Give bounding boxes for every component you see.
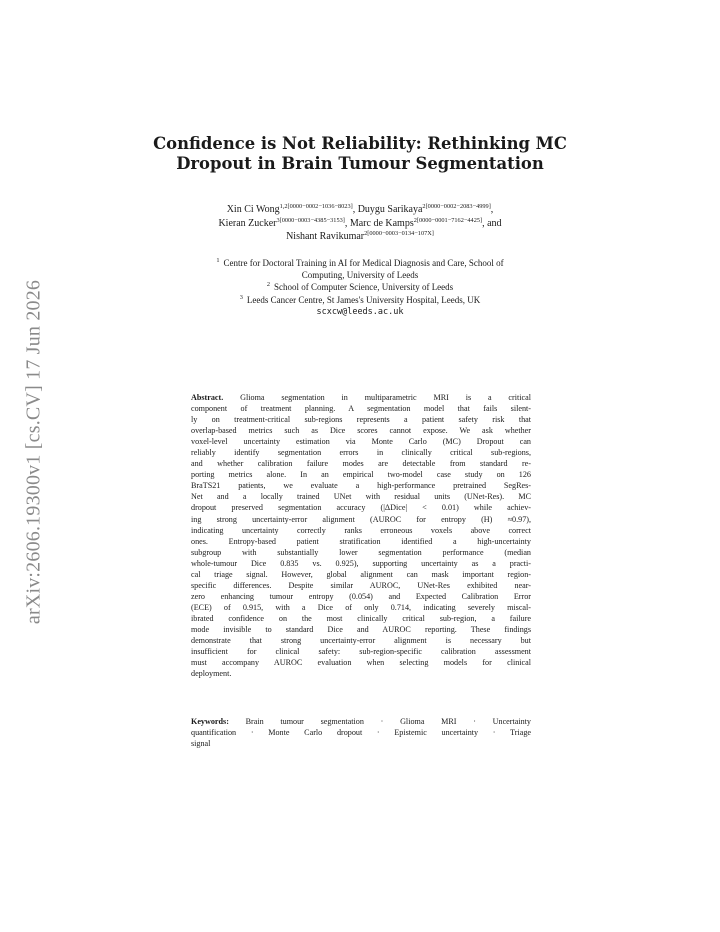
keywords-line: quantification · Monte Carlo dropout · Epistemic uncertainty · Triage [191,728,531,738]
arxiv-stamp [19,262,49,642]
affiliation [165,281,555,293]
keywords-heading: Keywords: [191,717,229,726]
abstract-line: ing strong uncertainty-error alignment (AUROC for entropy (H) ≈0.97), [191,514,531,524]
abstract-line: ones. Entropy-based patient stratification identified a high-uncertainty [191,536,531,546]
arxiv-identifier: arXiv:2606.19300v1 [cs.CV] 17 Jun 2026 [22,279,45,625]
affiliation-number: 1 [216,257,220,264]
affiliation-continued: Computing, University of Leeds [301,270,419,281]
abstract-line: cal triage signal. However, global alignment can mask important region- [191,569,531,579]
title-line-1: Confidence is Not Reliability: Rethinking MC [153,134,567,153]
abstract-line: (ECE) of 0.915, with a Dice of only 0.714, indicating severely miscal- [191,602,531,612]
abstract-line: demonstrate that strong uncertainty-error alignment is necessary but [191,636,531,646]
affiliation-number: 3 [239,293,243,301]
abstract [191,392,531,679]
abstract-line: mode invisible to standard Dice and AUROC reporting. These findings [191,624,531,634]
abstract-line: Abstract. Glioma segmentation in multiparametric MRI is a critical [191,393,531,402]
abstract-line: indicating uncertainty correctly ranks erroneous voxels above correct [191,525,531,535]
abstract-line: voxel-level uncertainty estimation via Monte Carlo (MC) Dropout can [191,437,531,447]
keywords [191,716,531,749]
affiliation [165,257,555,269]
affiliation-list [165,257,555,318]
abstract-line: component of treatment planning. A segmentation model that fails silent- [191,404,531,414]
title-line-2: Dropout in Brain Tumour Segmentation [176,154,544,173]
affiliation [165,294,555,306]
abstract-line: specific differences. Despite similar AUROC, UNet-Res exhibited near- [191,580,531,590]
affiliation-text: Leeds Cancer Centre, St James's University Hospital, Leeds, UK [246,294,481,305]
author-orcid: 2[0000−0001−7162−4425] [413,216,483,224]
author-orcid: 2[0000−0002−2083−4999] [422,203,491,210]
abstract-line: ibrated confidence on the most clinically critical sub-region, a failure [191,613,531,623]
abstract-line: overlap-based metrics such as Dice scores cannot expose. We ask whether [191,426,531,436]
author-name: Duygu Sarikaya [357,204,423,215]
author-name: Kieran Zucker [218,217,277,229]
author-conjunction: and [487,217,502,229]
contact-email[interactable]: scxcw@leeds.ac.uk [316,306,404,317]
abstract-heading: Abstract. [191,393,224,402]
author-orcid: 2[0000−0003−0134−107X] [364,230,434,238]
author-orcid: 3[0000−0003−4385−3153] [276,216,345,224]
author-name: Nishant Ravikumar [286,231,365,243]
affiliation-text: Centre for Doctoral Training in AI for Medical Diagnosis and Care, School of [223,258,504,268]
abstract-line: Net and a locally trained UNet with residual units (UNet-Res). MC [191,492,531,502]
author-list: Xin Ci Wong$^{1,2[0000-0002-1036-8023]}$, Duygu Sarikaya$^{2[0000-0002-2083-4999]}$, Kieran Zucker$^{3[0000-0003-4385-3153]}$, Marc de Kamps$^{2[0000-0001-7162-4425]}$, and Nishant Ravikumar$^{2[0000-0003-0134-107X]}$ [218,203,502,243]
abstract-line: BraTS21 patients, we evaluate a high-performance pretrained SegRes- [191,481,531,491]
abstract-line: zero enhancing tumour entropy (0.054) and Expected Calibration Error [191,591,531,601]
keywords-line: signal [191,739,211,749]
keywords-line: Keywords: Brain tumour segmentation · Glioma MRI · Uncertainty [191,717,531,726]
author-name: Marc de Kamps [349,217,414,229]
affiliation-number: 2 [266,281,270,289]
abstract-line: whole-tumour Dice 0.835 vs. 0.925), supporting uncertainty as a practi- [191,558,531,568]
abstract-line: reliably identify segmentation errors in clinically critical sub-regions, [191,448,531,458]
abstract-line: porting metrics alone. In an empirical two-model case study on 126 [191,470,531,480]
abstract-line: must accompany AUROC evaluation when selecting models for clinical [191,658,531,668]
abstract-line: insufficient for clinical safety: sub-region-specific calibration assessment [191,647,531,657]
affiliation-text: School of Computer Science, University of Leeds [273,282,454,293]
abstract-line: dropout preserved segmentation accuracy (|ΔDice| < 0.01) while achiev- [191,503,531,513]
paper-title [150,134,570,174]
abstract-line: ly on treatment-critical sub-regions represents a patient safety risk that [191,415,531,425]
author-name: Xin Ci Wong [226,204,280,215]
author-orcid: 1,2[0000−0002−1036−8023] [279,203,353,210]
abstract-line: and whether calibration failure modes are detectable from standard re- [191,459,531,469]
abstract-line: subgroup with substantially lower segmentation performance (median [191,547,531,557]
abstract-line: deployment. [191,669,232,679]
